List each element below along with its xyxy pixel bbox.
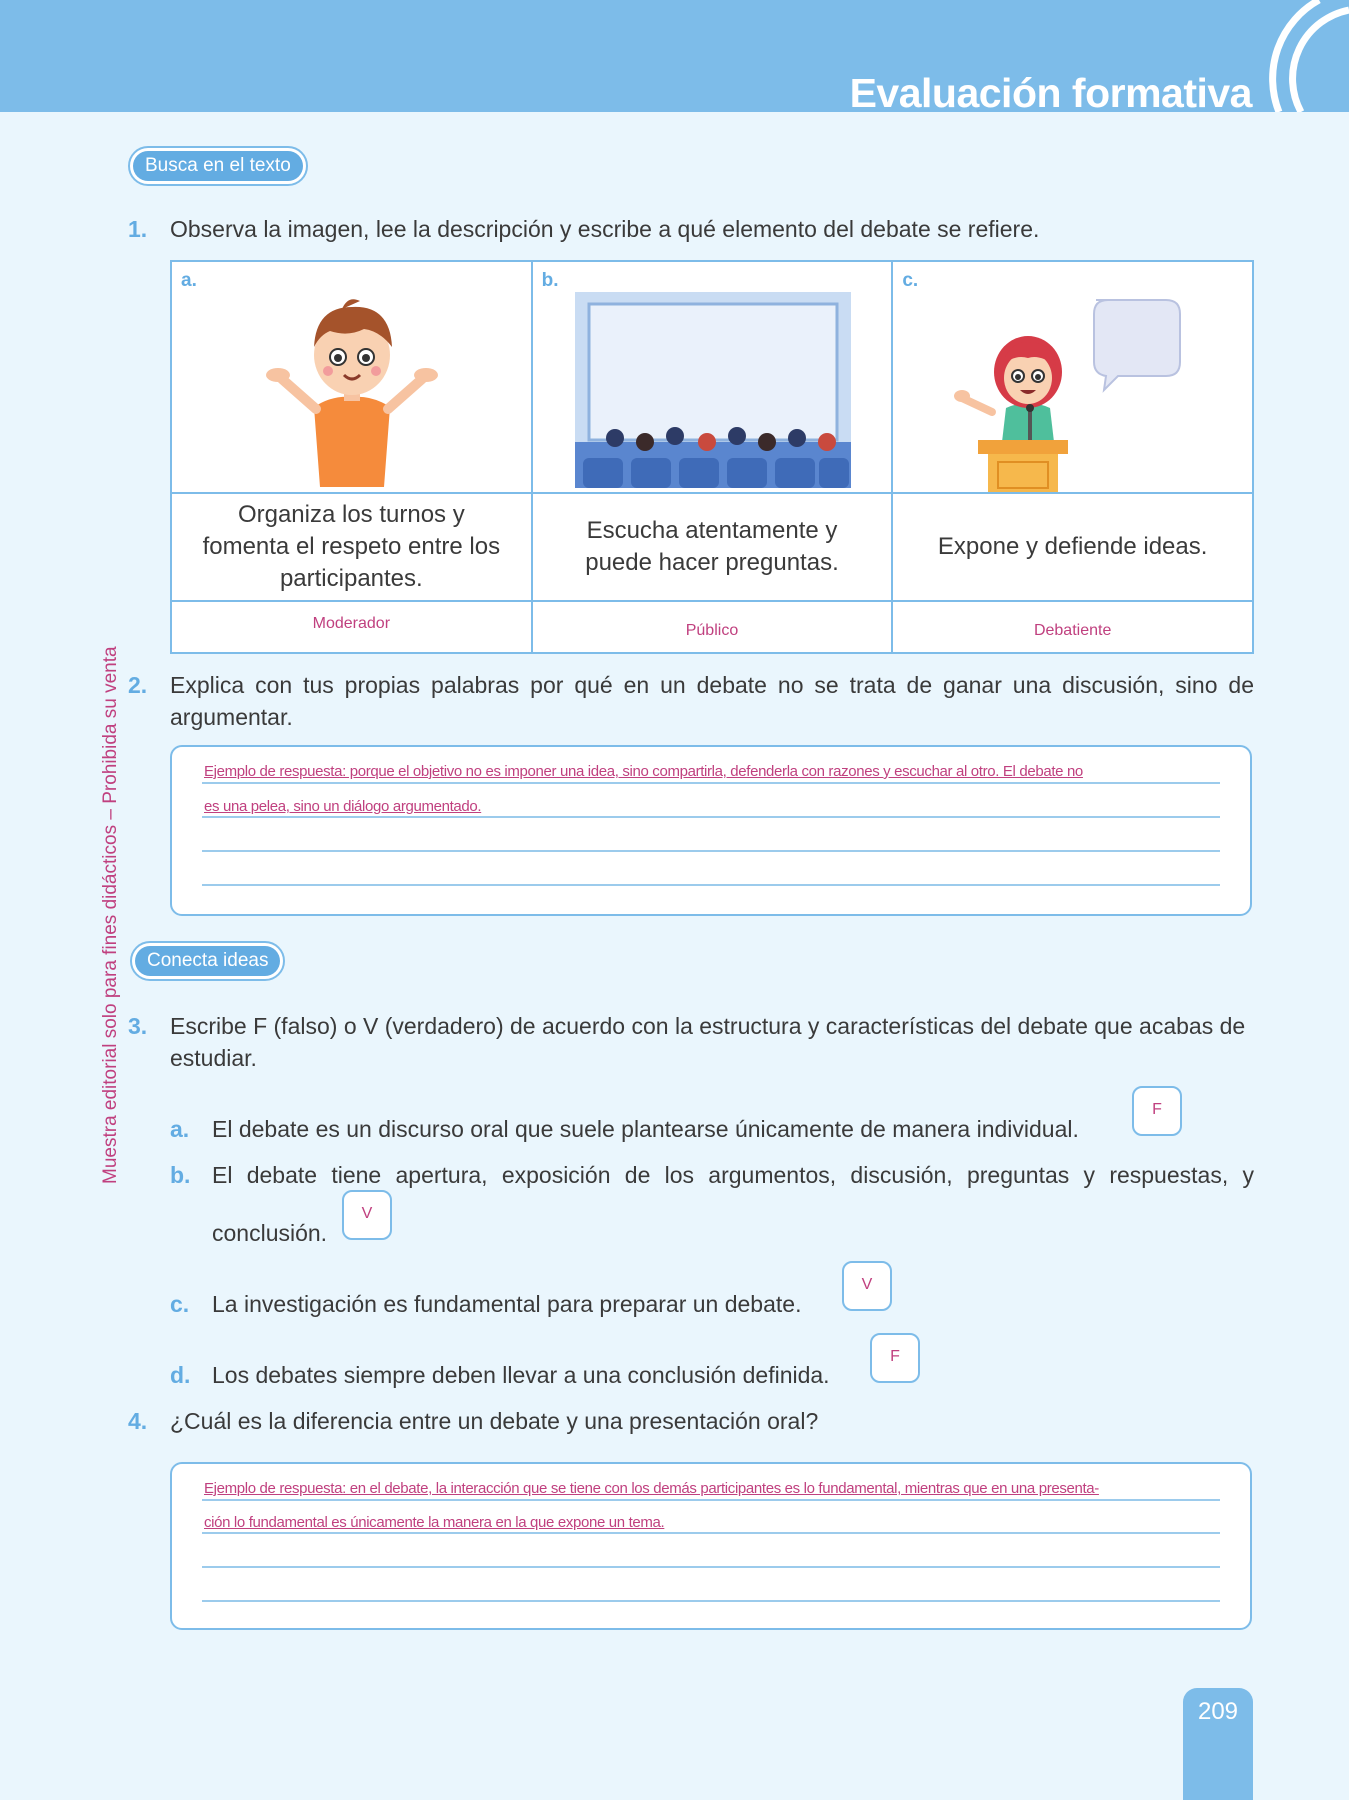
answer-cell[interactable] <box>532 601 893 653</box>
question-number: 4. <box>128 1408 148 1434</box>
cell-letter: a. <box>181 270 197 291</box>
answer-line-text: ción lo fundamental es únicamente la manera en la que expone un tema. <box>204 1514 665 1531</box>
image-cell-a <box>171 261 532 493</box>
girl-at-podium-illustration-icon <box>948 292 1198 492</box>
page-header <box>0 0 1349 112</box>
section-tag-label: Conecta ideas <box>135 946 280 976</box>
answer-cell[interactable] <box>171 601 532 653</box>
section-tag-conecta <box>130 941 285 981</box>
page-title: Evaluación formativa <box>849 70 1252 112</box>
section-tag-label: Busca en el texto <box>133 151 303 181</box>
section-tag-busca <box>128 146 308 186</box>
description-cell <box>171 493 532 601</box>
item-text: El debate es un discurso oral que suele plantearse únicamente de manera individual. <box>212 1116 1079 1142</box>
question-number: 3. <box>128 1013 148 1039</box>
description-cell <box>532 493 893 601</box>
elements-table <box>170 260 1254 654</box>
item-text: La investigación es fundamental para preparar un debate. <box>212 1291 802 1317</box>
item-text: Los debates siempre deben llevar a una conclusión definida. <box>212 1362 830 1388</box>
writing-line <box>202 816 1220 818</box>
true-false-box[interactable]: F <box>870 1333 920 1383</box>
side-note: Muestra editorial solo para fines didácticos – Prohibida su venta <box>100 646 121 1184</box>
question-text: Explica con tus propias palabras por qué en un debate no se trata de ganar una discusión, sino de argumentar. <box>170 672 1254 730</box>
answer-text: Debatiente <box>1033 622 1112 639</box>
page-number: 209 <box>1183 1688 1253 1800</box>
writing-line <box>202 884 1220 886</box>
item-letter: c. <box>170 1291 190 1317</box>
question-text: Observa la imagen, lee la descripción y escribe a qué elemento del debate se refiere. <box>170 216 1040 242</box>
item-letter: d. <box>170 1362 191 1388</box>
question-text: Escribe F (falso) o V (verdadero) de acuerdo con la estructura y características del debate que acabas de estudiar. <box>170 1013 1246 1071</box>
true-false-box[interactable]: V <box>342 1190 392 1240</box>
writing-line <box>202 850 1220 852</box>
question-number: 1. <box>128 216 148 242</box>
description-text: Organiza los turnos y fomenta el respeto entre los participantes. <box>202 501 501 592</box>
writing-line <box>202 1600 1220 1602</box>
item-text: conclusión. <box>212 1220 328 1246</box>
writing-line <box>202 1532 1220 1534</box>
answer-line-text: Ejemplo de respuesta: en el debate, la interacción que se tiene con los demás participantes es lo fundamental, mientras que en una presenta- <box>204 1480 1099 1497</box>
image-cell-b <box>532 261 893 493</box>
item-letter: b. <box>170 1162 191 1188</box>
item-text: El debate tiene apertura, exposición de los argumentos, discusión, preguntas y respuestas, y <box>212 1162 1254 1188</box>
question-text: ¿Cuál es la diferencia entre un debate y una presentación oral? <box>170 1408 819 1434</box>
question-number: 2. <box>128 672 148 698</box>
description-cell <box>892 493 1253 601</box>
writing-line <box>202 1566 1220 1568</box>
writing-line <box>202 1499 1220 1501</box>
true-false-box[interactable]: F <box>1132 1086 1182 1136</box>
description-text: Escucha atentamente y puede hacer preguntas. <box>585 517 839 576</box>
answer-box-q4[interactable] <box>170 1462 1252 1630</box>
answer-text: Moderador <box>312 615 391 632</box>
writing-line <box>202 782 1220 784</box>
description-text: Expone y defiende ideas. <box>937 533 1208 560</box>
answer-cell[interactable] <box>892 601 1253 653</box>
cell-letter: b. <box>541 270 559 291</box>
answer-box-q2[interactable] <box>170 745 1252 916</box>
audience-screen-illustration-icon <box>575 292 851 488</box>
cell-letter: c. <box>902 270 919 291</box>
item-letter: a. <box>170 1116 190 1142</box>
answer-text: Público <box>685 622 739 639</box>
answer-line-text: Ejemplo de respuesta: porque el objetivo no es imponer una idea, sino compartirla, defenderla con razones y escuchar al otro. El debate no <box>204 763 1083 780</box>
decorative-arcs-icon <box>1239 0 1349 112</box>
boy-moderator-illustration-icon <box>252 287 452 487</box>
image-cell-c <box>892 261 1253 493</box>
answer-line-text: es una pelea, sino un diálogo argumentado. <box>204 798 482 815</box>
true-false-box[interactable]: V <box>842 1261 892 1311</box>
